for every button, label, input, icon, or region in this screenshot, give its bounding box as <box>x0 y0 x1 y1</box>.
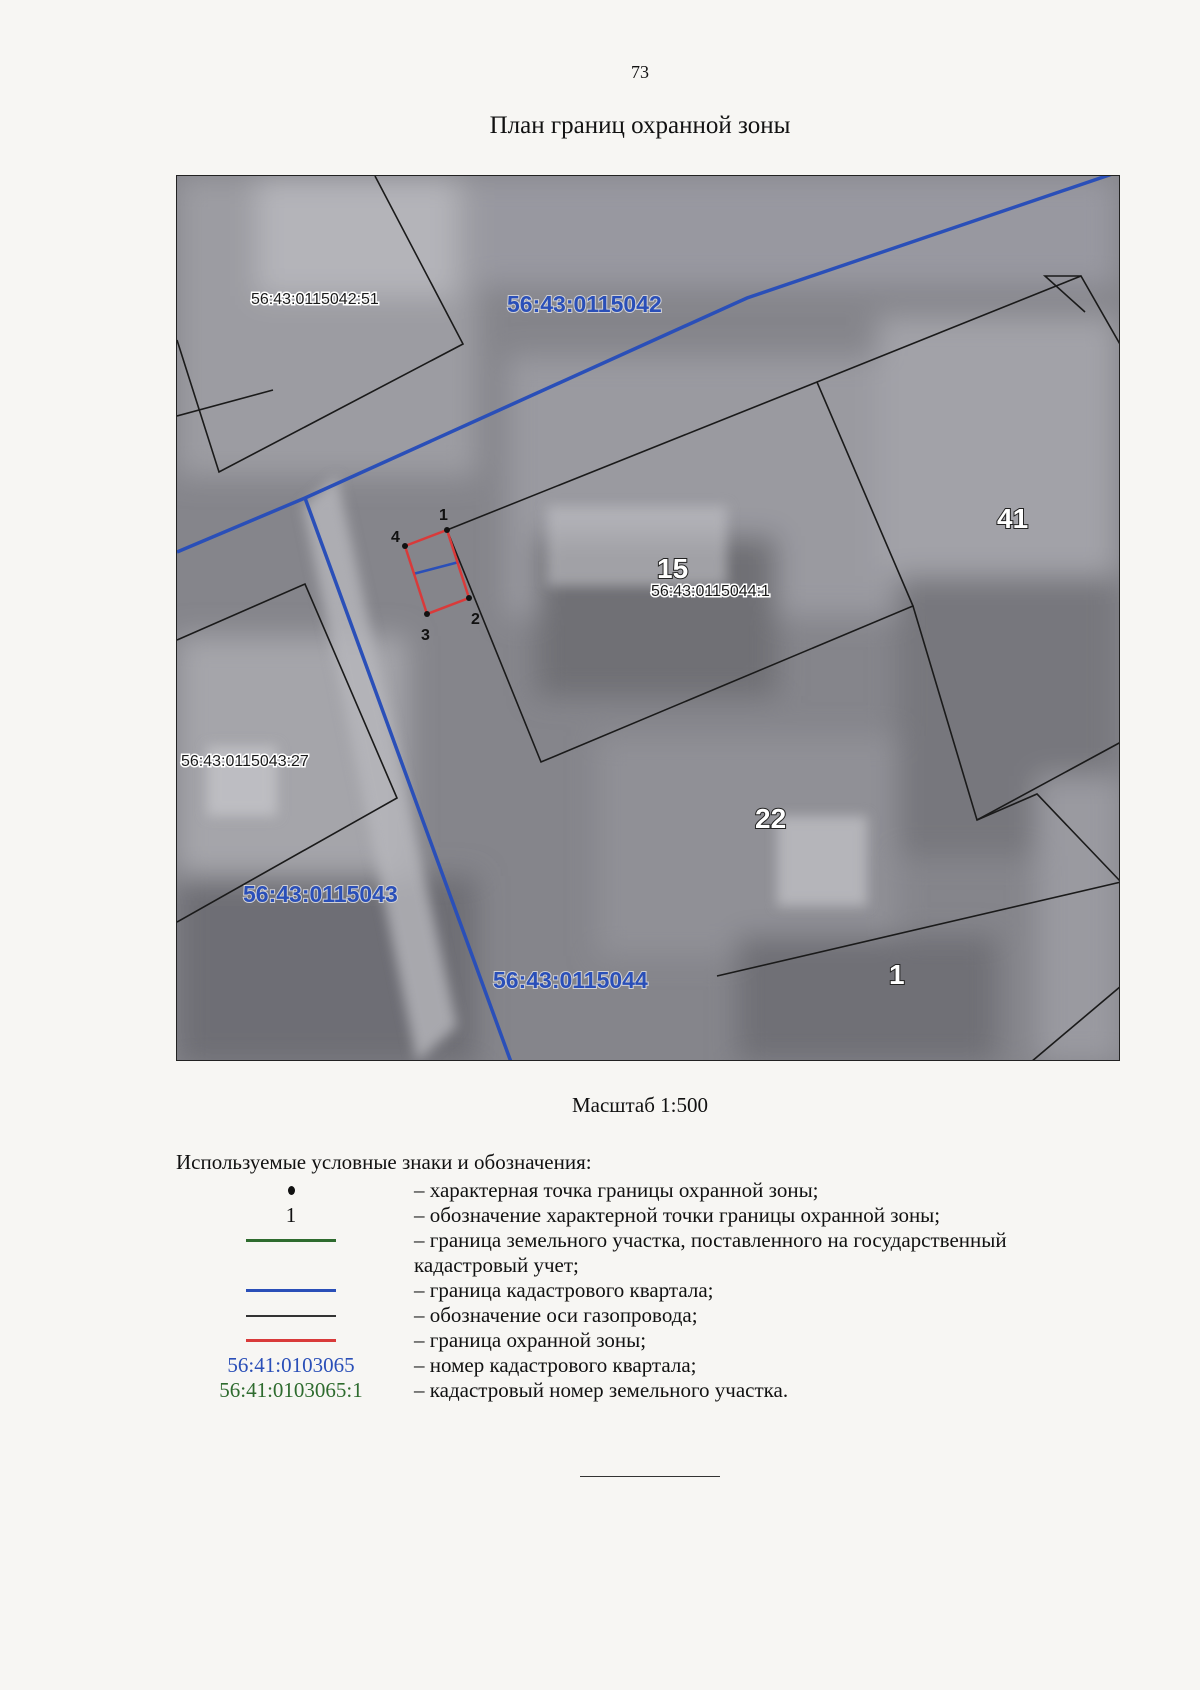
zone-point <box>402 543 408 549</box>
legend-text: – номер кадастрового квартала; <box>414 1353 697 1377</box>
quarter-label: 56:43:0115044 <box>493 967 648 993</box>
page-number: 73 <box>631 62 649 82</box>
house-number: 22 <box>755 803 787 834</box>
blue-line-icon <box>246 1289 336 1292</box>
zone-point <box>444 527 450 533</box>
legend-item-zone-boundary <box>176 1328 1126 1353</box>
zone-point <box>466 595 472 601</box>
legend-item-gas-axis <box>176 1303 1126 1328</box>
point-label-2: 2 <box>471 611 480 628</box>
quarter-label: 56:43:0115042 <box>507 291 662 317</box>
legend-text: – обозначение оси газопровода; <box>414 1303 698 1327</box>
map-canvas[interactable] <box>177 176 1120 1061</box>
legend-text: – характерная точка границы охранной зоны; <box>414 1178 819 1202</box>
legend-text: – граница кадастрового квартала; <box>414 1278 714 1302</box>
page-title: План границ охранной зоны <box>489 112 791 139</box>
legend-text: – обозначение характерной точки границы охранной зоны; <box>414 1203 941 1227</box>
legend-item-point <box>176 1178 1126 1203</box>
green-line-icon <box>246 1239 336 1242</box>
quarter-label: 56:43:0115043 <box>243 881 398 907</box>
legend-item-quarter-number <box>176 1353 1126 1378</box>
legend-title: Используемые условные знаки и обозначения: <box>176 1150 592 1174</box>
legend-item-parcel-boundary <box>176 1228 1126 1278</box>
legend-symbol <box>176 1278 406 1303</box>
point-label-3: 3 <box>421 627 430 644</box>
legend-item-quarter-boundary <box>176 1278 1126 1303</box>
map-scale: Масштаб 1:500 <box>571 1093 708 1117</box>
legend-symbol: 56:41:0103065:1 <box>219 1378 363 1402</box>
house-number: 1 <box>889 959 905 990</box>
legend-symbol <box>176 1328 406 1353</box>
parcel-label: 56:43:0115042:51 <box>251 291 379 308</box>
red-line-icon <box>246 1339 336 1342</box>
legend-symbol <box>176 1303 406 1328</box>
map-frame[interactable] <box>176 175 1120 1061</box>
zone-point <box>424 611 430 617</box>
legend <box>176 1178 1126 1403</box>
legend-symbol: 1 <box>285 1203 297 1227</box>
legend-item-parcel-number <box>176 1378 1126 1403</box>
gray-line-icon <box>246 1315 336 1317</box>
point-label-4: 4 <box>391 529 400 546</box>
house-number: 15 <box>657 553 689 584</box>
legend-symbol: 56:41:0103065 <box>227 1353 355 1377</box>
point-dot-icon <box>288 1186 295 1195</box>
legend-text: – граница земельного участка, поставленного на государственный кадастровый учет; <box>414 1228 1007 1277</box>
point-label-1: 1 <box>439 507 448 524</box>
legend-symbol <box>176 1228 406 1264</box>
legend-text: – кадастровый номер земельного участка. <box>414 1378 789 1402</box>
legend-item-point-label <box>176 1203 1126 1228</box>
parcel-label: 56:43:0115044:1 <box>651 583 770 600</box>
legend-symbol <box>176 1178 406 1203</box>
end-divider <box>580 1476 720 1477</box>
legend-text: – граница охранной зоны; <box>414 1328 647 1352</box>
house-number: 41 <box>997 503 1029 534</box>
parcel-label: 56:43:0115043:27 <box>181 753 309 770</box>
